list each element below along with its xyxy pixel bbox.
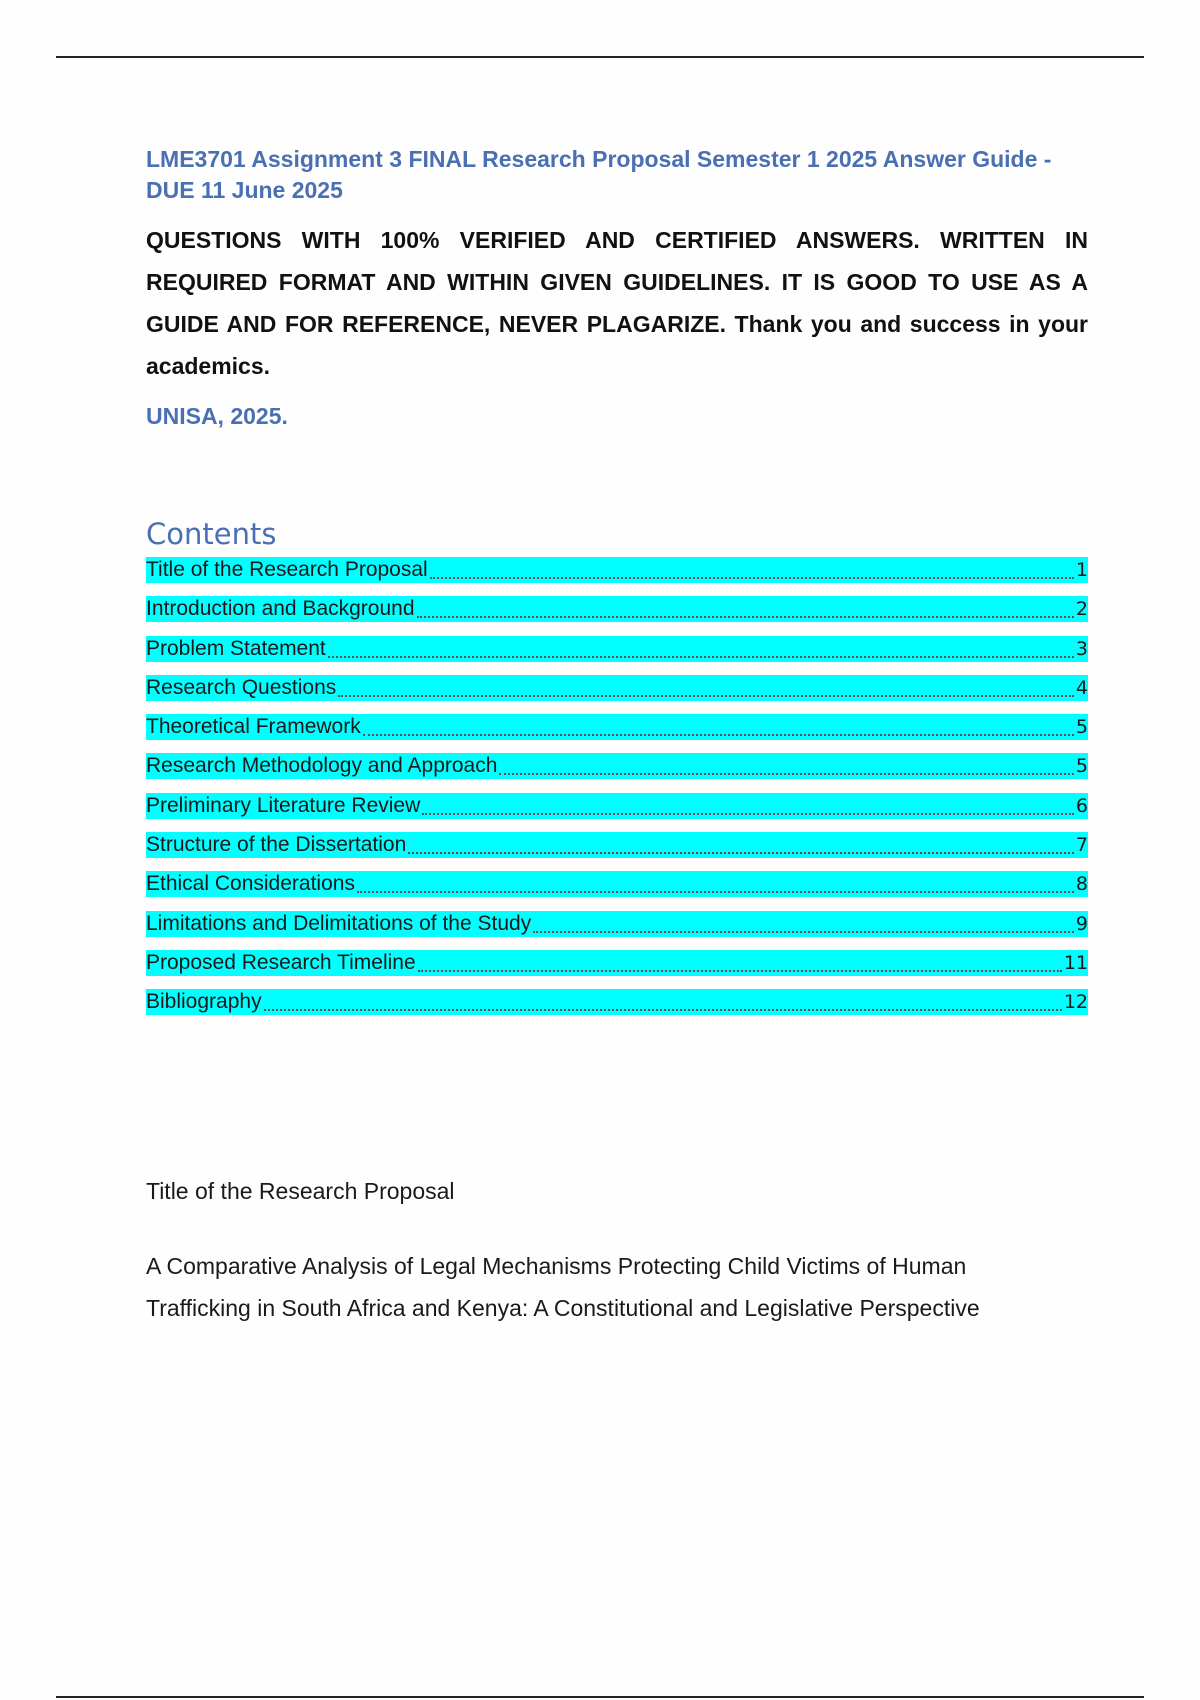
header-rule — [56, 56, 1144, 58]
intro-paragraph: QUESTIONS WITH 100% VERIFIED AND CERTIFIED ANSWERS. WRITTEN IN REQUIRED FORMAT AND WITHIN GIVEN GUIDELINES. IT IS GOOD TO USE AS A GUIDE AND FOR REFERENCE, NEVER PLAGARIZE. Thank you and success in your academics. — [146, 227, 1088, 379]
toc-entry-page: 8 — [1075, 873, 1088, 896]
toc-dot-leader — [363, 714, 1074, 736]
toc-entry-page: 3 — [1075, 637, 1088, 660]
toc-entry-page: 12 — [1063, 991, 1088, 1014]
toc-entry-page: 6 — [1075, 794, 1088, 817]
toc-entry[interactable] — [146, 596, 1088, 622]
toc-entry-page: 4 — [1075, 676, 1088, 699]
toc-dot-leader — [408, 832, 1074, 854]
toc-entry-page: 9 — [1075, 912, 1088, 935]
toc-entry[interactable] — [146, 714, 1088, 740]
toc-dot-leader — [357, 871, 1074, 893]
toc-dot-leader — [328, 636, 1074, 658]
toc-entry-label: Ethical Considerations — [146, 872, 355, 896]
toc-entry-page: 11 — [1063, 951, 1088, 974]
contents-heading: Contents — [146, 517, 277, 551]
toc-entry-page: 5 — [1075, 755, 1088, 778]
toc-entry-label: Limitations and Delimitations of the Study — [146, 911, 532, 935]
document-title: LME3701 Assignment 3 FINAL Research Proposal Semester 1 2025 Answer Guide - DUE 11 June 2025 — [146, 146, 1052, 203]
toc-entry[interactable] — [146, 557, 1088, 583]
toc-dot-leader — [533, 911, 1074, 933]
toc-entry-label: Preliminary Literature Review — [146, 793, 421, 817]
toc-entry-label: Research Questions — [146, 675, 337, 699]
toc-entry[interactable] — [146, 636, 1088, 662]
toc-entry-label: Structure of the Dissertation — [146, 833, 407, 857]
toc-entry-label: Proposed Research Timeline — [146, 950, 416, 974]
section-body: A Comparative Analysis of Legal Mechanisms Protecting Child Victims of Human Trafficking in South Africa and Kenya: A Constitutional and Legislative Perspective — [146, 1253, 980, 1321]
toc-dot-leader — [430, 557, 1074, 579]
toc-dot-leader — [418, 950, 1062, 972]
toc-dot-leader — [264, 989, 1062, 1011]
footer-rule — [56, 1696, 1144, 1698]
toc-entry-label: Research Methodology and Approach — [146, 754, 498, 778]
toc-dot-leader — [338, 675, 1074, 697]
toc-entry[interactable] — [146, 675, 1088, 701]
toc-entry[interactable] — [146, 950, 1088, 976]
toc-entry-page: 2 — [1075, 598, 1088, 621]
toc-entry[interactable] — [146, 832, 1088, 858]
toc-entry-page: 5 — [1075, 716, 1088, 739]
toc-entry[interactable] — [146, 989, 1088, 1015]
toc-entry-label: Theoretical Framework — [146, 715, 361, 739]
toc-entry[interactable] — [146, 753, 1088, 779]
toc-entry-label: Bibliography — [146, 990, 262, 1014]
toc-entry-page: 1 — [1075, 559, 1088, 581]
toc-entry-label: Problem Statement — [146, 636, 326, 660]
toc-entry[interactable] — [146, 911, 1088, 937]
institution-line: UNISA, 2025. — [146, 403, 288, 429]
toc-entry[interactable] — [146, 793, 1088, 819]
toc-entry-label: Title of the Research Proposal — [146, 558, 428, 581]
toc-dot-leader — [499, 753, 1074, 775]
table-of-contents — [146, 557, 1088, 1029]
section-heading: Title of the Research Proposal — [146, 1178, 455, 1204]
toc-entry[interactable] — [146, 871, 1088, 897]
toc-entry-label: Introduction and Background — [146, 597, 415, 621]
toc-dot-leader — [417, 596, 1074, 618]
toc-dot-leader — [422, 793, 1074, 815]
toc-entry-page: 7 — [1075, 834, 1088, 857]
